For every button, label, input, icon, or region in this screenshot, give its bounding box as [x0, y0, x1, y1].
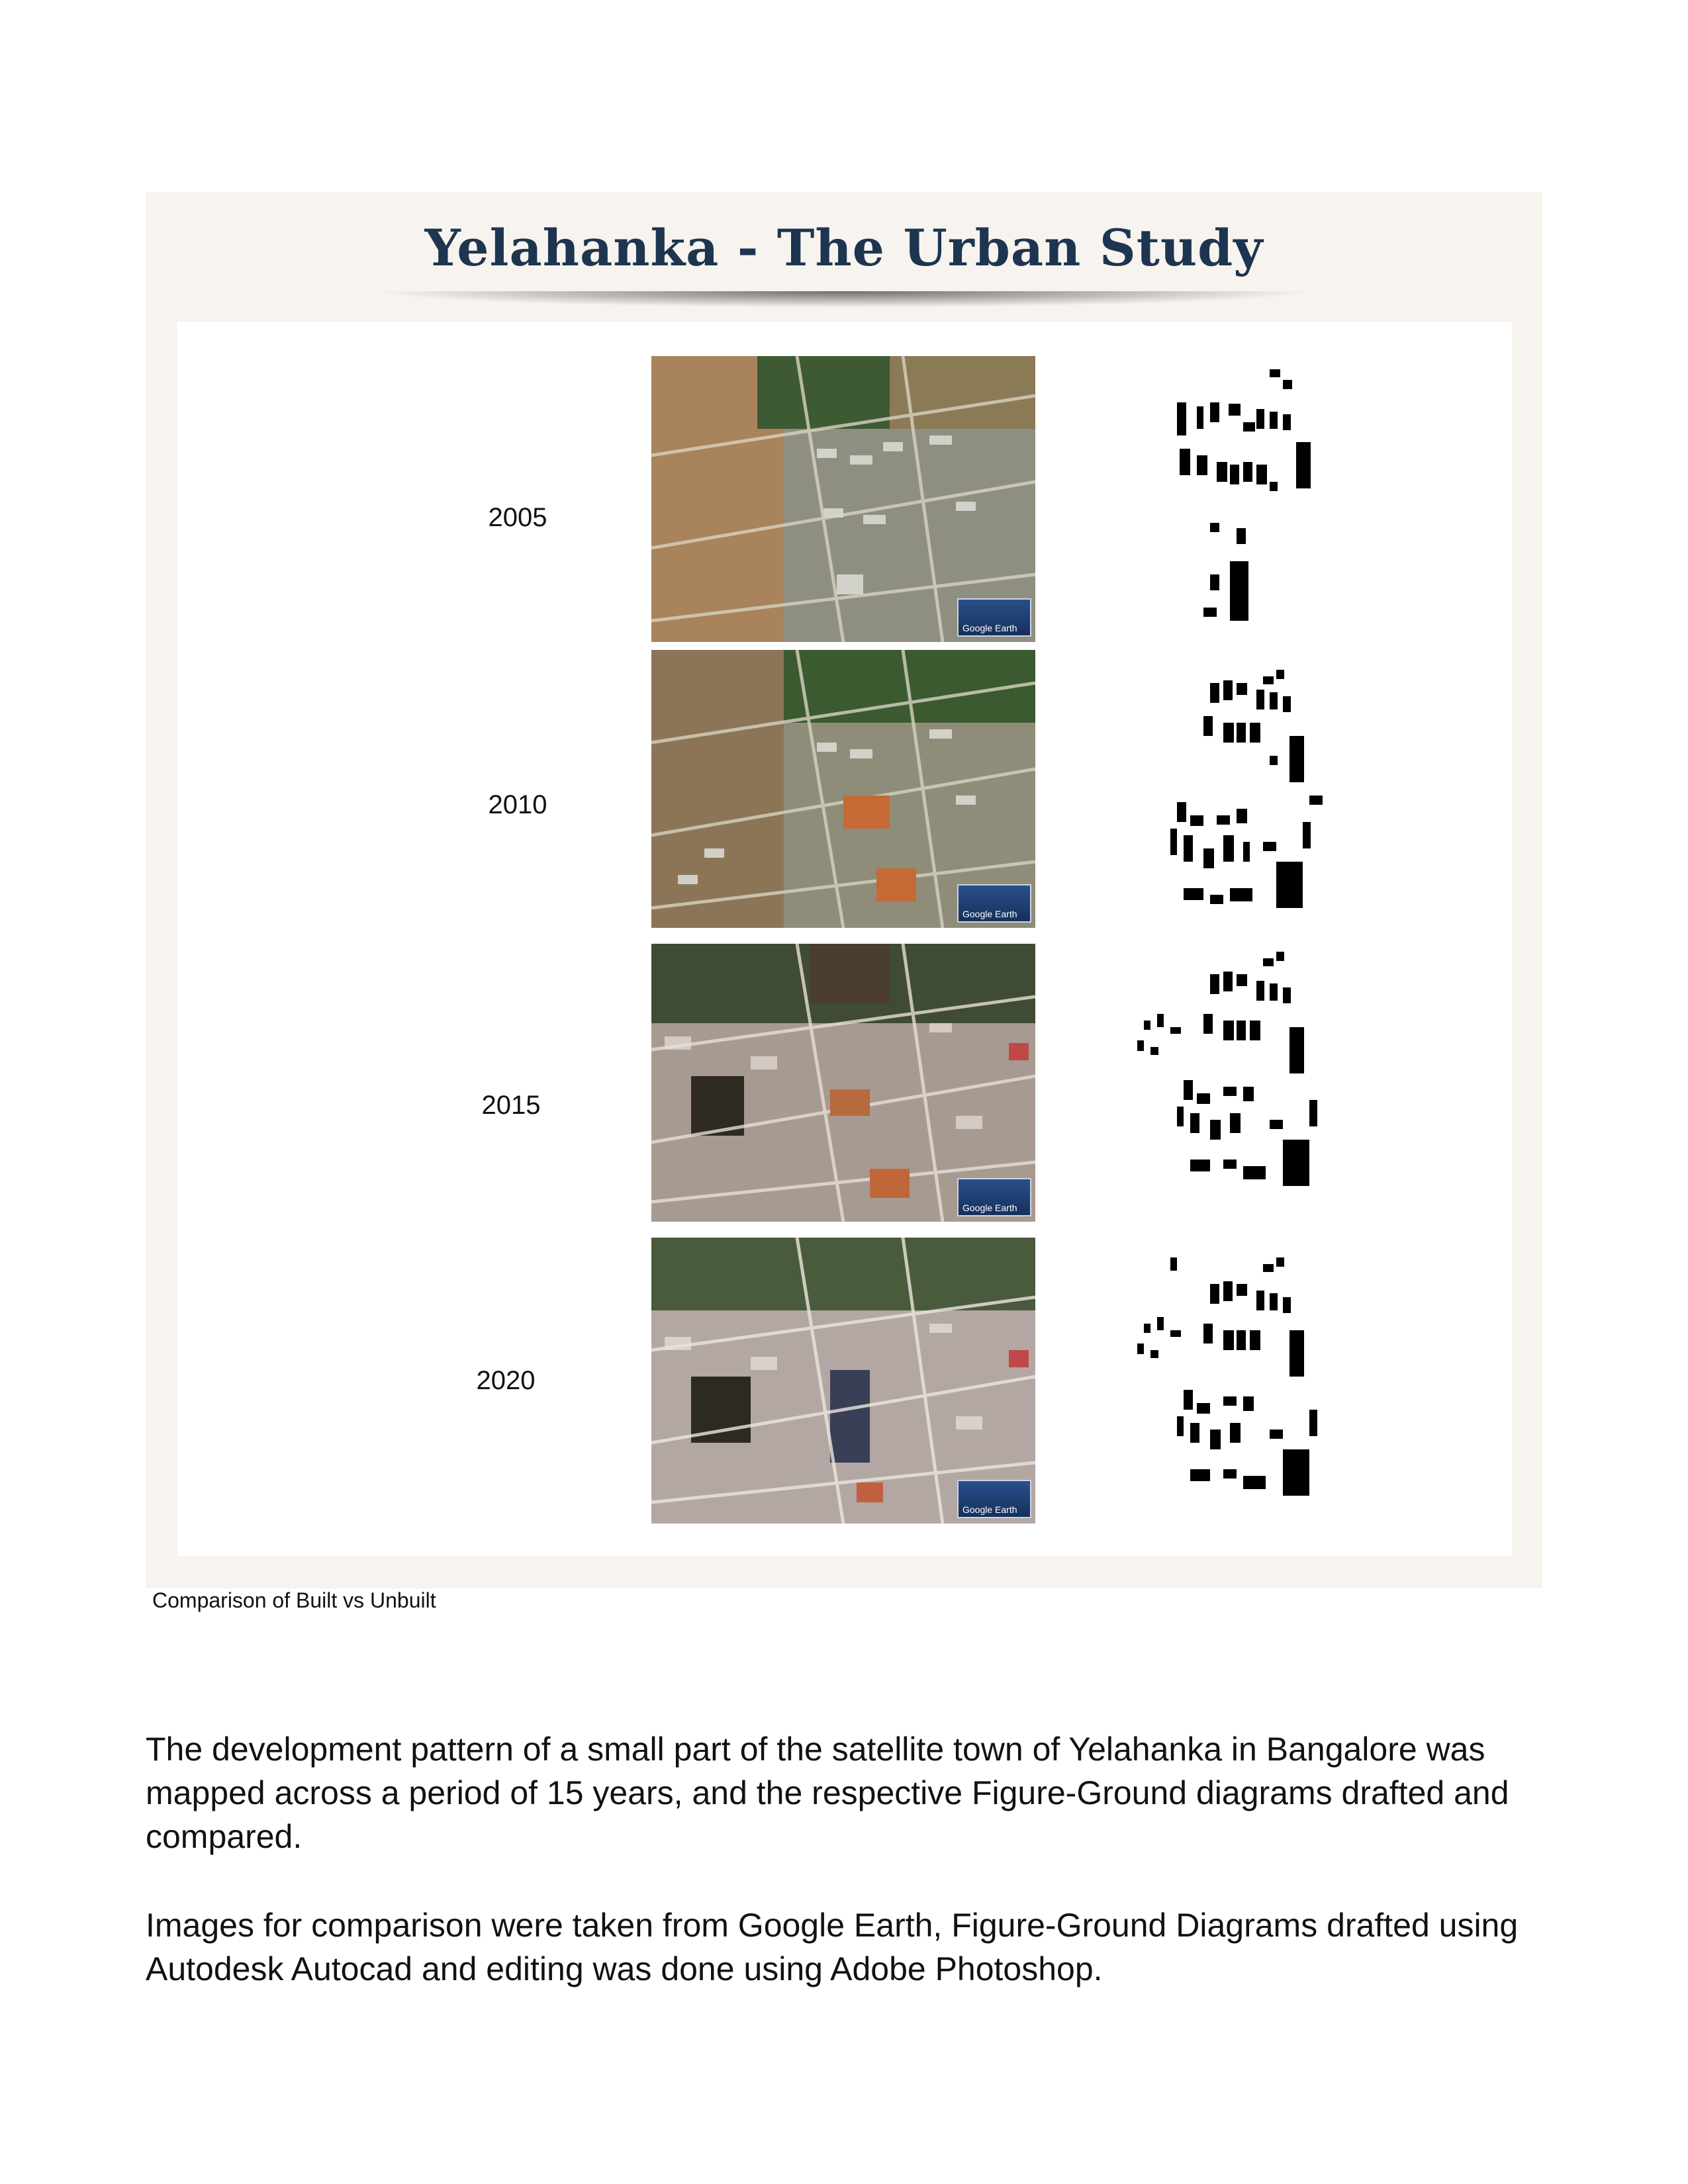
google-earth-badge: Google Earth	[957, 1480, 1031, 1518]
year-label: 2020	[476, 1366, 536, 1395]
figure-ground-2020-svg	[1131, 1238, 1448, 1524]
year-label: 2015	[481, 1091, 541, 1120]
figure-ground-diagram	[1131, 650, 1448, 928]
description-paragraph-2: Images for comparison were taken from Google Earth, Figure-Ground Diagrams drafted using Autodesk Autocad and editing was done using Adobe Photoshop.	[146, 1907, 1519, 1987]
google-earth-badge: Google Earth	[957, 598, 1031, 637]
figure-ground-2005-svg	[1131, 356, 1448, 642]
description-paragraph-1: The development pattern of a small part of the satellite town of Yelahanka in Bangalore was mapped across a period of 15 years, and the respective Figure-Ground diagrams drafted and compared.	[146, 1731, 1509, 1855]
satellite-image	[651, 356, 1035, 642]
comparison-grid	[177, 322, 1512, 1557]
figure-caption: Comparison of Built vs Unbuilt	[152, 1588, 436, 1612]
satellite-image	[651, 944, 1035, 1222]
satellite-image	[651, 1238, 1035, 1524]
satellite-image	[651, 650, 1035, 928]
figure-ground-diagram	[1131, 1238, 1448, 1524]
year-label: 2005	[488, 503, 547, 532]
figure-ground-2015-svg	[1131, 941, 1448, 1219]
title-underline-shadow	[384, 291, 1304, 307]
figure-ground-diagram	[1131, 941, 1448, 1219]
panel-title: Yelahanka - The Urban Study	[424, 218, 1264, 277]
google-earth-badge: Google Earth	[957, 1178, 1031, 1216]
year-label: 2010	[488, 790, 547, 819]
figure-ground-diagram	[1131, 356, 1448, 642]
figure-ground-2010-svg	[1131, 650, 1448, 928]
study-panel	[146, 192, 1542, 1588]
google-earth-badge: Google Earth	[957, 884, 1031, 923]
